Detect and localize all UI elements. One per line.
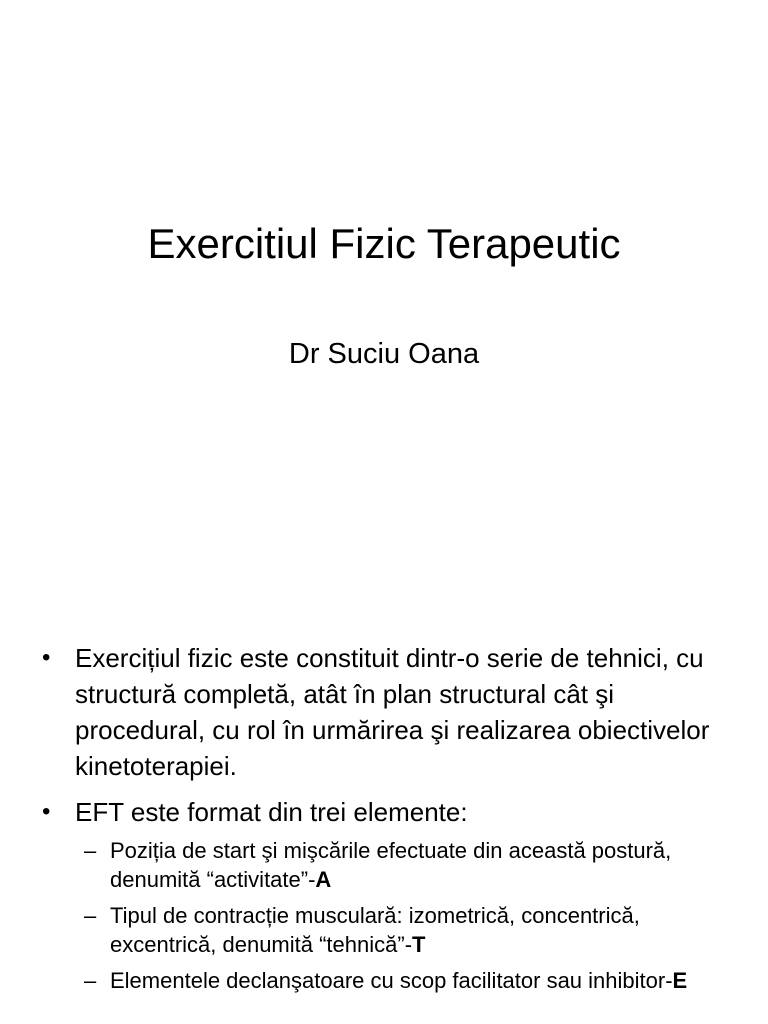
bullet-item-elements <box>0 794 768 830</box>
sub-bullet-letter: T <box>412 932 426 957</box>
slide-title: Exercitiul Fizic Terapeutic <box>147 220 621 267</box>
bullet-marker: • <box>42 644 51 671</box>
bullet-marker: • <box>42 798 51 825</box>
sub-bullet-marker: – <box>84 838 97 863</box>
sub-bullet-elemente <box>0 966 768 995</box>
slide-subtitle: Dr Suciu Oana <box>288 338 480 370</box>
sub-bullet-marker: – <box>84 968 97 993</box>
sub-bullet-activitate <box>0 836 768 894</box>
sub-bullet-text: Elementele declanşatoare cu scop facilitator sau inhibitor- <box>110 968 673 993</box>
bullet-text: EFT este format din trei elemente: <box>75 797 468 827</box>
bullet-text: Exercițiul fizic este constituit dintr-o serie de tehnici, cu structură completă, atât în plan structural cât şi procedural, cu rol în urmărirea şi realizarea obiectivelor kinetoterapiei. <box>75 643 710 781</box>
bullet-list <box>0 640 768 1002</box>
sub-bullet-list <box>0 836 768 995</box>
sub-bullet-group <box>0 836 768 995</box>
sub-bullet-tehnica <box>0 901 768 959</box>
sub-bullet-letter: A <box>315 867 332 892</box>
bullet-item-definition <box>0 640 768 784</box>
sub-bullet-letter: E <box>672 968 688 993</box>
sub-bullet-text: Poziția de start şi mişcările efectuate din această postură, denumită “activitate”- <box>110 838 672 892</box>
sub-bullet-marker: – <box>84 903 97 928</box>
sub-bullet-text: Tipul de contracție musculară: izometrică, concentrică, excentrică, denumită “tehnică”- <box>110 903 640 957</box>
